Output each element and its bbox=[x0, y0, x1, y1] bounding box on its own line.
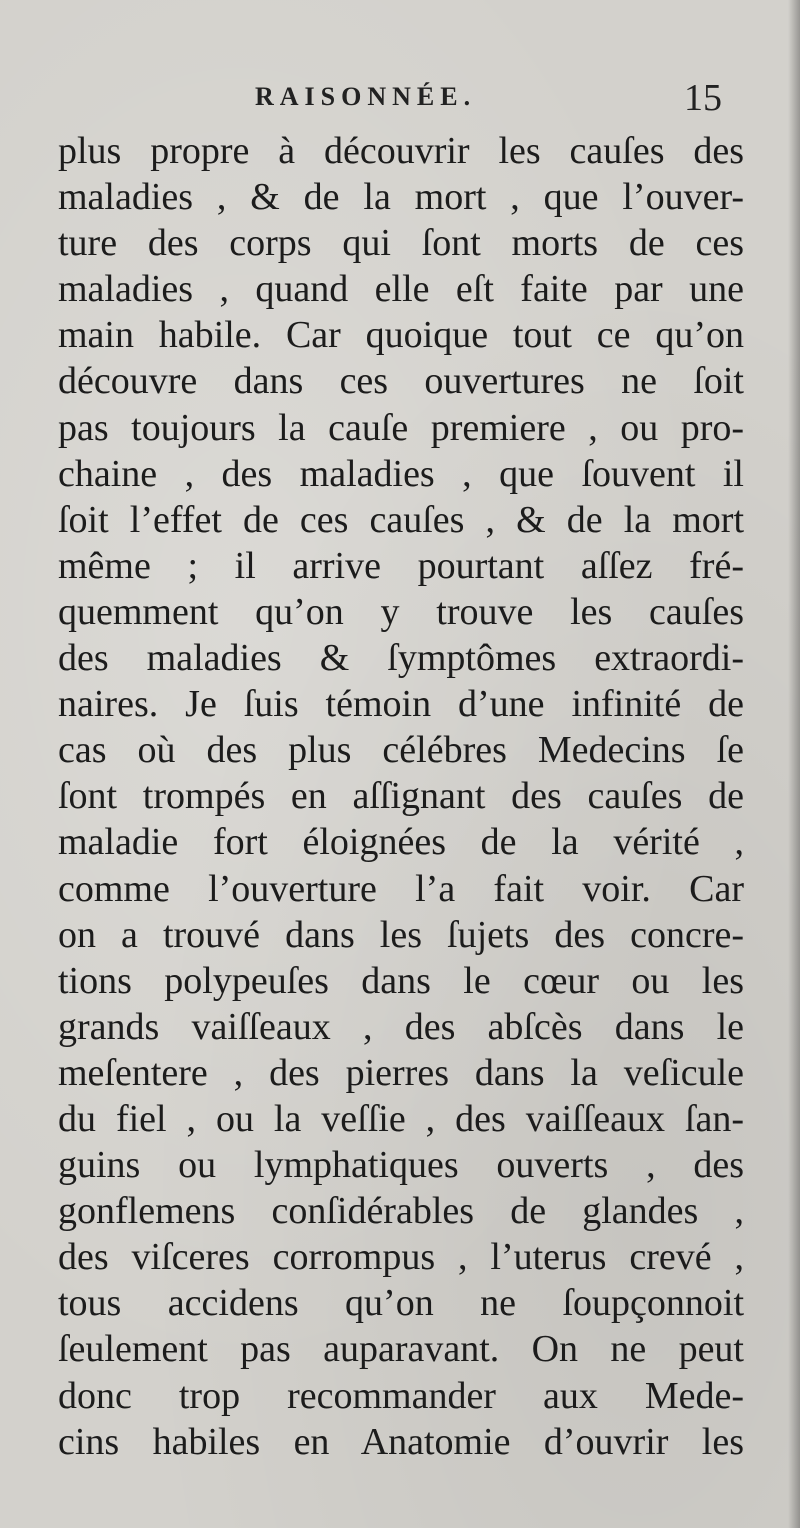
text-line: chaine , des maladies , que ſouvent il bbox=[58, 452, 744, 495]
text-line: ſoit l’effet de ces cauſes , & de la mort bbox=[58, 498, 744, 541]
text-line: meſentere , des pierres dans la veſicule bbox=[58, 1051, 744, 1094]
text-line: guins ou lymphatiques ouverts , des bbox=[58, 1144, 744, 1187]
text-line: comme l’ouverture l’a fait voir. Car bbox=[58, 867, 744, 910]
text-line: quemment qu’on y trouve les cauſes bbox=[58, 590, 744, 633]
text-line: ſeulement pas auparavant. On ne peut bbox=[58, 1328, 744, 1371]
text-line: des maladies & ſymptômes extraordi- bbox=[58, 637, 744, 680]
page-header bbox=[0, 77, 800, 126]
text-line: découvre dans ces ouvertures ne ſoit bbox=[58, 360, 744, 403]
text-line: tous accidens qu’on ne ſoupçonnoit bbox=[58, 1282, 744, 1325]
text-line: ſont trompés en aſſignant des cauſes de bbox=[58, 775, 744, 818]
text-line: maladies , quand elle eſt faite par une bbox=[58, 268, 744, 311]
text-line: cins habiles en Anatomie d’ouvrir les bbox=[58, 1420, 744, 1463]
text-line: ture des corps qui ſont morts de ces bbox=[58, 222, 744, 265]
text-line: cas où des plus célébres Medecins ſe bbox=[58, 729, 744, 772]
text-line: des viſceres corrompus , l’uterus crevé , bbox=[58, 1236, 744, 1279]
text-line: donc trop recommander aux Mede- bbox=[58, 1374, 744, 1417]
text-line: gonflemens conſidérables de glandes , bbox=[58, 1190, 744, 1233]
text-line: maladie fort éloignées de la vérité , bbox=[58, 821, 744, 864]
text-line: naires. Je ſuis témoin d’une infinité de bbox=[58, 683, 744, 726]
text-line: maladies , & de la mort , que l’ouver- bbox=[58, 176, 744, 219]
text-line: plus propre à découvrir les cauſes des bbox=[58, 130, 744, 172]
page-edge-shadow bbox=[788, 0, 800, 1528]
text-line: grands vaiſſeaux , des abſcès dans le bbox=[58, 1005, 744, 1048]
text-line: pas toujours la cauſe premiere , ou pro- bbox=[58, 406, 744, 449]
text-line: tions polypeuſes dans le cœur ou les bbox=[58, 959, 744, 1002]
page-number: 15 bbox=[684, 77, 722, 119]
running-title: RAISONNÉE. bbox=[255, 82, 477, 111]
body-text bbox=[58, 128, 744, 1465]
text-line: même ; il arrive pourtant aſſez fré- bbox=[58, 544, 744, 587]
text-line: on a trouvé dans les ſujets des concre- bbox=[58, 913, 744, 956]
text-line: main habile. Car quoique tout ce qu’on bbox=[58, 314, 744, 357]
text-line: du fiel , ou la veſſie , des vaiſſeaux ſan- bbox=[58, 1097, 744, 1140]
